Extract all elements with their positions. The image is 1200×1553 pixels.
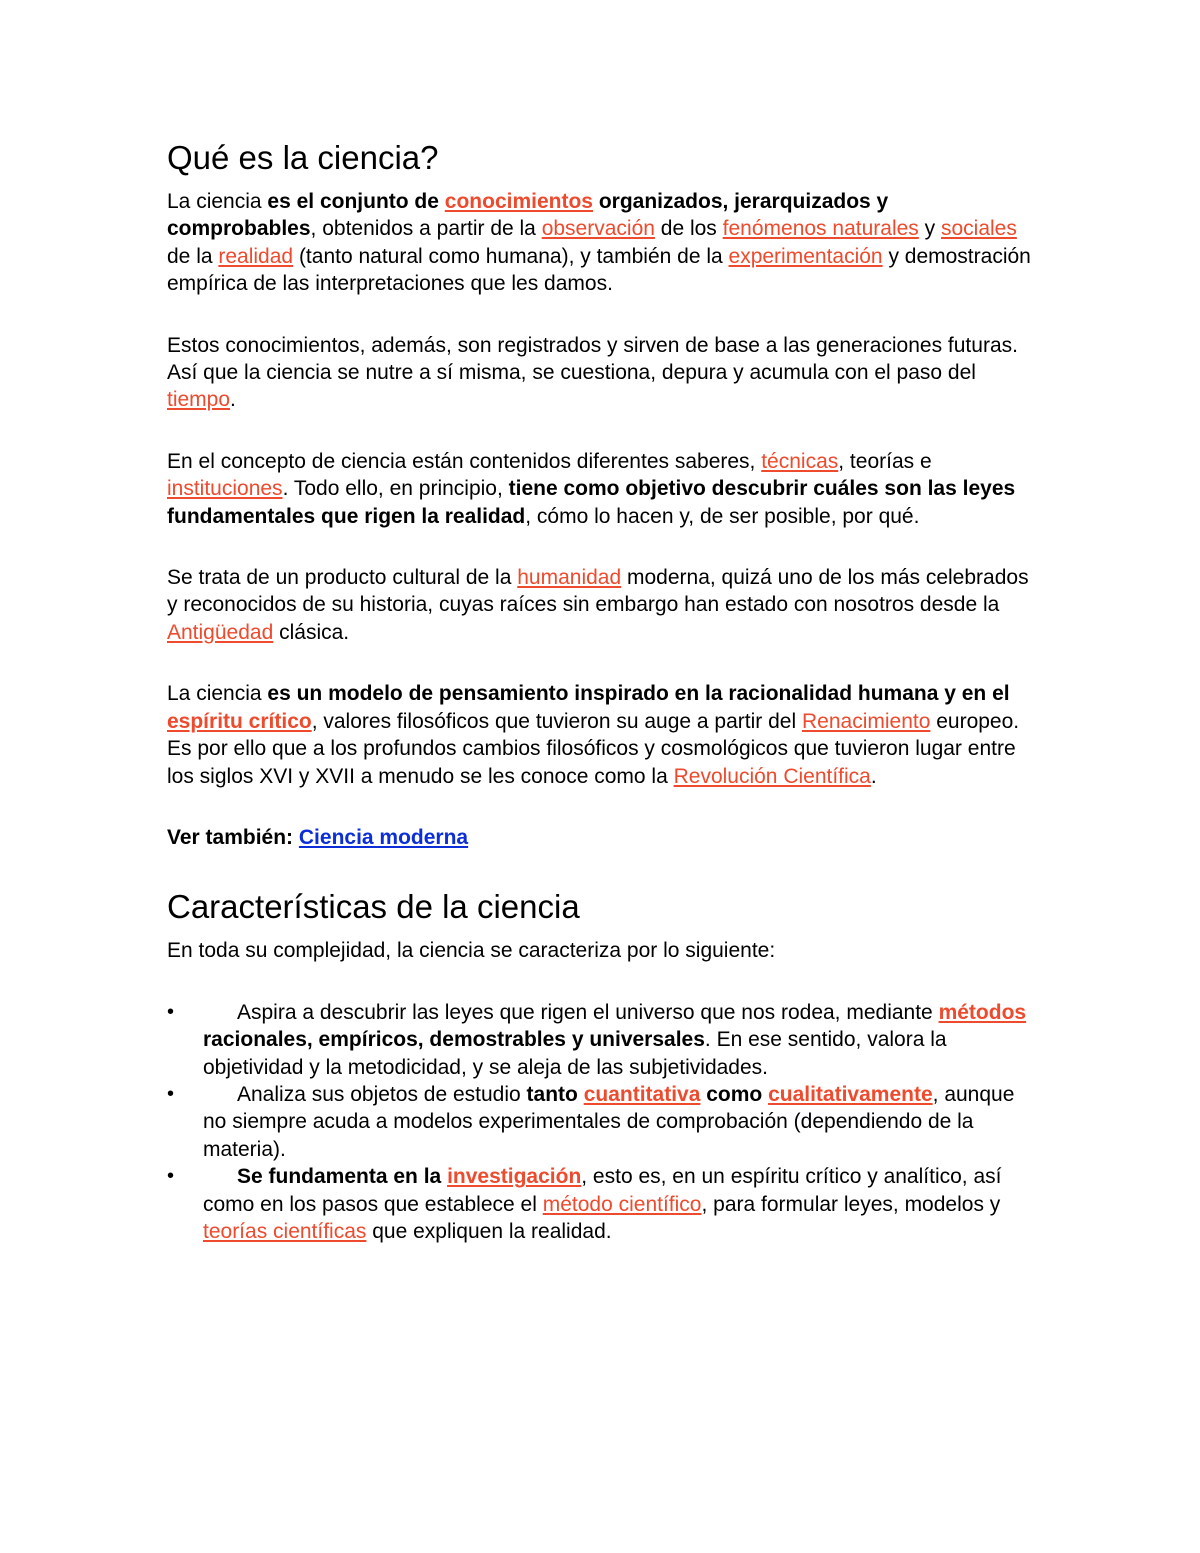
- paragraph-definition: [167, 188, 1037, 298]
- text: La ciencia: [167, 190, 268, 213]
- text: . Todo ello, en principio,: [282, 477, 509, 501]
- text: Se trata de un producto cultural de la: [167, 566, 518, 590]
- link-observacion[interactable]: observación: [541, 217, 655, 241]
- paragraph-modelo-pensamiento: [167, 680, 1037, 790]
- text: y: [918, 217, 941, 241]
- link-cuantitativa[interactable]: cuantitativa: [583, 1082, 701, 1106]
- text: , esto es, en un espíritu crítico y analítico, así como en los pasos que establece el: [203, 1165, 1002, 1216]
- text: que expliquen la realidad.: [366, 1219, 612, 1243]
- link-tiempo[interactable]: tiempo: [167, 388, 231, 412]
- text: , teorías e: [838, 449, 932, 473]
- text: clásica.: [273, 620, 350, 644]
- paragraph-see-also: [167, 824, 1037, 851]
- text: , para formular leyes, modelos y: [701, 1192, 1001, 1216]
- text: de los: [654, 217, 723, 241]
- bold-text: tanto: [526, 1082, 584, 1106]
- heading-que-es-la-ciencia: Qué es la ciencia?: [167, 139, 439, 176]
- link-cualitativamente[interactable]: cualitativamente: [768, 1082, 933, 1106]
- link-metodo-cientifico[interactable]: método científico: [542, 1192, 702, 1216]
- bold-text: organizados, jerarquizados y comprobables: [167, 190, 889, 241]
- text: y demostración empírica de las interpretaciones que les damos.: [167, 244, 1031, 296]
- text: , cómo lo hacen y, de ser posible, por qué.: [525, 504, 920, 528]
- link-instituciones[interactable]: instituciones: [167, 477, 283, 501]
- link-teorias-cientificas[interactable]: teorías científicas: [203, 1219, 367, 1243]
- link-investigacion[interactable]: investigación: [447, 1165, 582, 1189]
- text: (tanto natural como humana), y también de la: [293, 244, 729, 268]
- link-fenomenos-naturales[interactable]: fenómenos naturales: [722, 217, 919, 241]
- text: Analiza sus objetos de estudio: [237, 1082, 527, 1106]
- bullet-icon: •: [167, 1000, 175, 1023]
- bold-text: tiene como objetivo descubrir cuáles son las leyes fundamentales que rigen la realidad: [167, 477, 1016, 528]
- link-humanidad[interactable]: humanidad: [517, 566, 622, 590]
- link-antiguedad[interactable]: Antigüedad: [167, 620, 274, 644]
- bold-text: Se fundamenta en la: [237, 1165, 448, 1189]
- text: europeo. Es por ello que a los profundos cambios filosóficos y cosmológicos que tuvieron lugar entre los siglos XVI y XVII a menudo se les conoce como la: [167, 709, 1020, 788]
- link-revolucion-cientifica[interactable]: Revolución Científica: [673, 764, 871, 788]
- bold-text: como: [700, 1082, 769, 1106]
- bold-text: es el conjunto de: [267, 190, 445, 213]
- link-experimentacion[interactable]: experimentación: [728, 244, 883, 268]
- text: La ciencia: [167, 682, 268, 706]
- text: moderna, quizá uno de los más celebrados y reconocidos de su historia, cuyas raíces sin embargo han estado con nosotros desde la: [167, 566, 1029, 617]
- text: . En ese sentido, valora la objetividad y la metodicidad, y se aleja de las subjetividades.: [203, 1028, 947, 1079]
- list-item: [167, 999, 1037, 1081]
- link-tecnicas[interactable]: técnicas: [761, 449, 839, 473]
- bullet-icon: •: [167, 1165, 175, 1188]
- text: Estos conocimientos, además, son registrados y sirven de base a las generaciones futuras. Así que la ciencia se nutre a sí misma, se cuestiona, depura y acumula con el paso del: [167, 333, 1018, 385]
- link-espiritu-critico[interactable]: espíritu crítico: [167, 709, 312, 733]
- bold-text: es un modelo de pensamiento inspirado en la racionalidad humana y en el: [267, 682, 1010, 706]
- link-sociales[interactable]: sociales: [940, 217, 1017, 241]
- text: , aunque no siempre acuda a modelos experimentales de comprobación (dependiendo de la materia).: [203, 1082, 1015, 1161]
- document-page: [167, 138, 1037, 1245]
- text: En el concepto de ciencia están contenidos diferentes saberes,: [167, 449, 762, 473]
- link-renacimiento[interactable]: Renacimiento: [801, 709, 931, 733]
- paragraph-conocimientos: [167, 332, 1037, 414]
- text: .: [230, 388, 236, 412]
- text: .: [870, 764, 877, 788]
- text: Aspira a descubrir las leyes que rigen el universo que nos rodea, mediante: [237, 1000, 939, 1024]
- paragraph-intro: En toda su complejidad, la ciencia se caracteriza por lo siguiente:: [167, 939, 776, 963]
- paragraph-concepto: [167, 448, 1037, 530]
- bullet-icon: •: [167, 1082, 175, 1105]
- bold-text: racionales, empíricos, demostrables y universales: [203, 1028, 705, 1052]
- link-metodos[interactable]: métodos: [938, 1000, 1027, 1024]
- list-item: [167, 1081, 1037, 1163]
- link-ciencia-moderna[interactable]: Ciencia moderna: [298, 825, 469, 849]
- text: , obtenidos a partir de la: [310, 217, 542, 241]
- characteristics-list: [167, 999, 1037, 1246]
- paragraph-producto-cultural: [167, 564, 1037, 646]
- text: de la: [167, 244, 219, 268]
- text: , valores filosóficos que tuvieron su auge a partir del: [311, 709, 802, 733]
- see-also-label: Ver también:: [167, 825, 299, 849]
- link-conocimientos[interactable]: conocimientos: [444, 190, 593, 213]
- heading-caracteristicas: Características de la ciencia: [167, 888, 580, 926]
- list-item: [167, 1163, 1037, 1245]
- link-realidad[interactable]: realidad: [218, 244, 294, 268]
